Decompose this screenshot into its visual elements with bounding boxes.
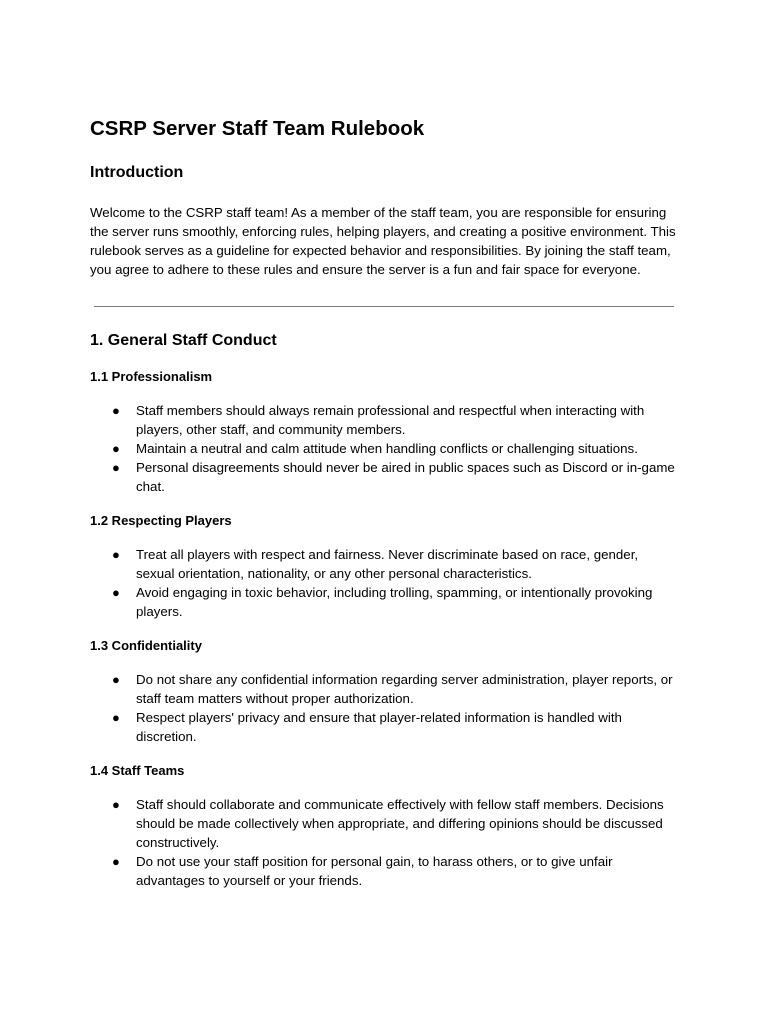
list-item [112,708,678,746]
page-title: CSRP Server Staff Team Rulebook [90,117,425,140]
list-item-text: Respect players' privacy and ensure that player-related information is handled with discretion. [136,710,622,744]
subsection-heading-staff-teams: 1.4 Staff Teams [90,763,185,778]
bullet-list-respecting-players [90,545,678,621]
list-item [112,439,678,458]
list-item-text: Staff should collaborate and communicate effectively with fellow staff members. Decisions should be made collectively when appropriate, and differing opinions should be discussed constructively. [136,797,664,850]
bullet-icon: ● [112,710,120,725]
horizontal-divider [94,306,674,307]
bullet-icon: ● [112,441,120,456]
list-item-text: Avoid engaging in toxic behavior, including trolling, spamming, or intentionally provoking players. [136,585,653,619]
bullet-icon: ● [112,460,120,475]
list-item [112,401,678,439]
bullet-icon: ● [112,854,120,869]
subsection-heading-confidentiality: 1.3 Confidentiality [90,638,202,653]
list-item-text: Treat all players with respect and fairness. Never discriminate based on race, gender, sexual orientation, nationality, or any other personal characteristics. [136,547,639,581]
list-item-text: Maintain a neutral and calm attitude when handling conflicts or challenging situations. [136,441,638,456]
bullet-icon: ● [112,547,120,562]
list-item [112,670,678,708]
introduction-heading: Introduction [90,164,184,181]
list-item [112,795,678,852]
bullet-list-staff-teams [90,795,678,890]
introduction-paragraph: Welcome to the CSRP staff team! As a member of the staff team, you are responsible for ensuring the server runs smoothly, enforcing rules, helping players, and creating a positive environment. This rulebook serves as a guideline for expected behavior and responsibilities. By joining the staff team, you agree to adhere to these rules and ensure the server is a fun and fair space for everyone. [90,205,676,277]
list-item-text: Staff members should always remain professional and respectful when interacting with players, other staff, and community members. [136,403,645,437]
bullet-icon: ● [112,585,120,600]
list-item-text: Do not use your staff position for personal gain, to harass others, or to give unfair advantages to yourself or your friends. [136,854,613,888]
bullet-icon: ● [112,672,120,687]
list-item [112,458,678,496]
subsection-heading-professionalism: 1.1 Professionalism [90,369,213,384]
list-item-text: Do not share any confidential information regarding server administration, player reports, or staff team matters without proper authorization. [136,672,673,706]
list-item [112,852,678,890]
subsection-heading-respecting-players: 1.2 Respecting Players [90,513,232,528]
bullet-list-confidentiality [90,670,678,746]
section-heading-general-conduct: 1. General Staff Conduct [90,332,277,349]
list-item [112,545,678,583]
bullet-list-professionalism [90,401,678,496]
list-item [112,583,678,621]
bullet-icon: ● [112,403,120,418]
bullet-icon: ● [112,797,120,812]
list-item-text: Personal disagreements should never be aired in public spaces such as Discord or in-game chat. [136,460,675,494]
